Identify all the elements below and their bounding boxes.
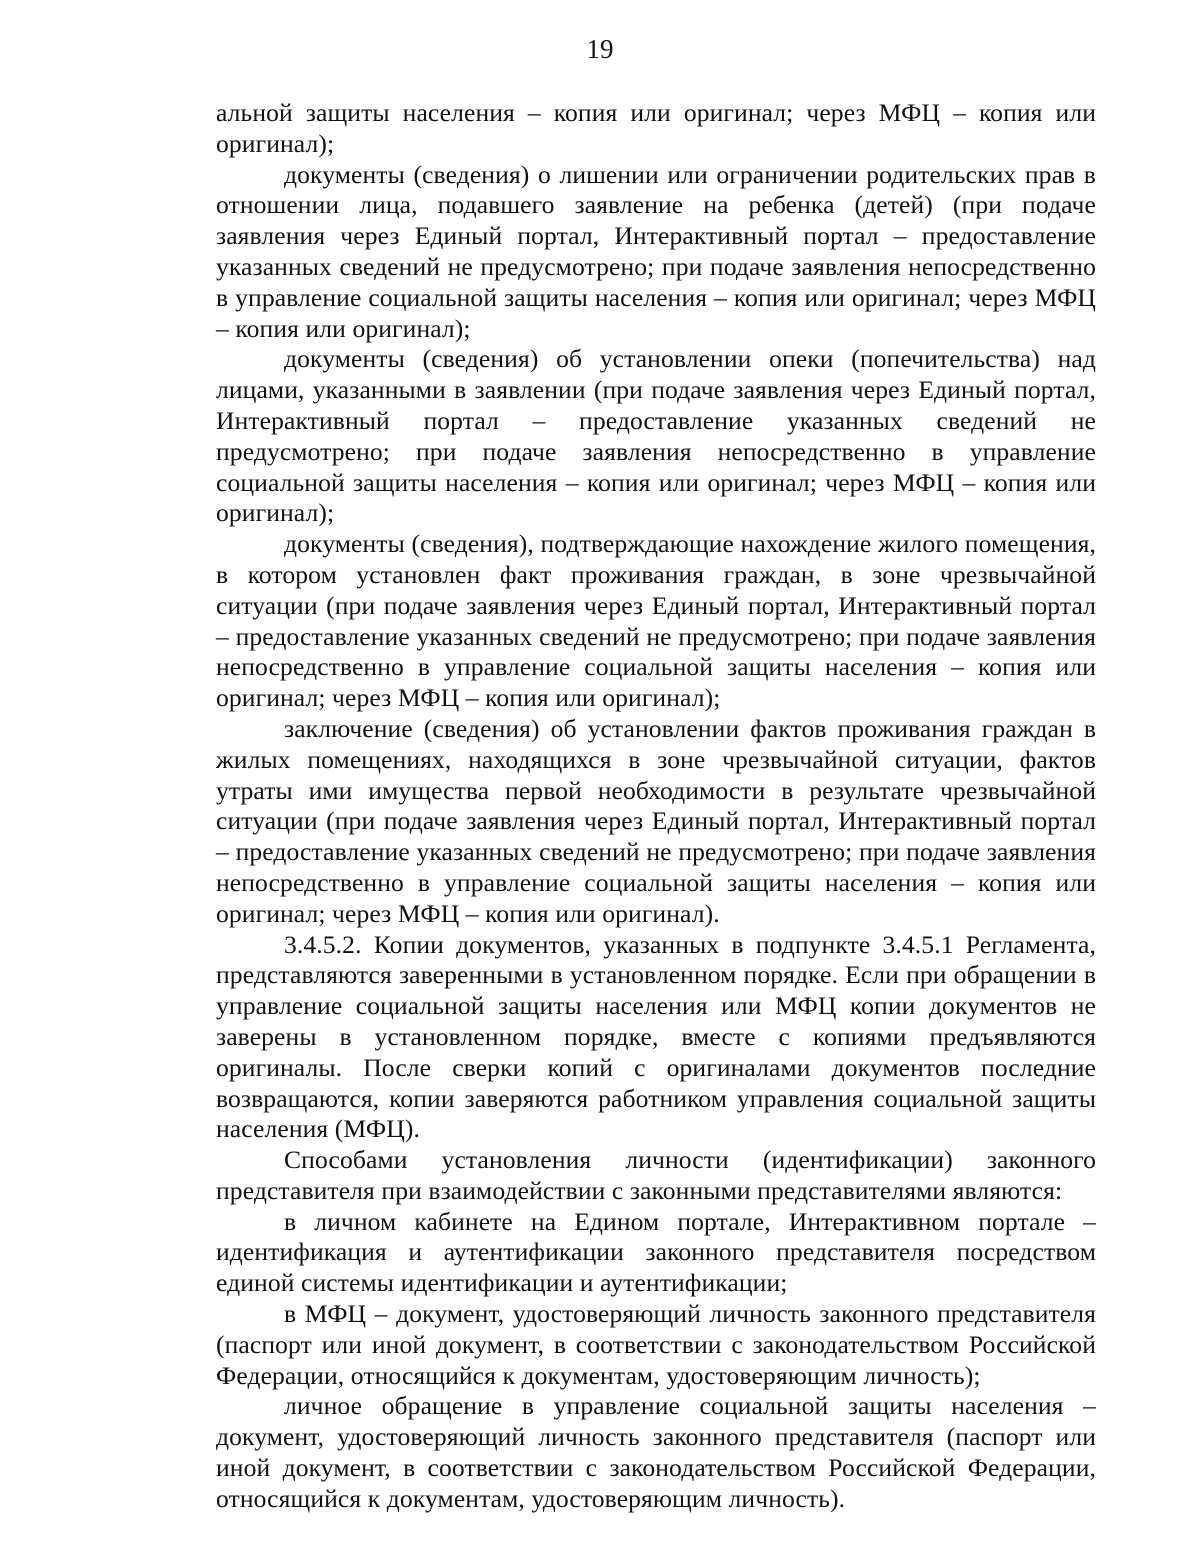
paragraph-personal-visit-identification: личное обращение в управление социальной защиты населения – документ, удостоверяющий личность законного представителя (паспорт или иной документ, в соответствии с законодательством Российской Федерации, относящийся к документам, удостоверяющим личность). xyxy=(216,1391,1096,1513)
paragraph-parental-rights: документы (сведения) о лишении или ограничении родительских прав в отношении лица, подавшего заявление на ребенка (детей) (при подаче заявления через Единый портал, Интерактивный портал – предоставление указанных сведений не предусмотрено; при подаче заявления непосредственно в управление социальной защиты населения – копия или оригинал; через МФЦ – копия или оригинал); xyxy=(216,159,1096,343)
paragraph-guardianship: документы (сведения) об установлении опеки (попечительства) над лицами, указанными в заявлении (при подаче заявления через Единый портал, Интерактивный портал – предоставление указанных сведений не предусмотрено; при подаче заявления непосредственно в управление социальной защиты населения – копия или оригинал; через МФЦ – копия или оригинал); xyxy=(216,344,1096,528)
page-number: 19 xyxy=(586,34,614,64)
paragraph-emergency-zone-housing: документы (сведения), подтверждающие нахождение жилого помещения, в котором установлен факт проживания граждан, в зоне чрезвычайной ситуации (при подаче заявления через Единый портал, Интерактивный портал – предоставление указанных сведений не предусмотрено; при подаче заявления непосредственно в управление социальной защиты населения – копия или оригинал; через МФЦ – копия или оригинал); xyxy=(216,529,1096,713)
document-body xyxy=(216,98,1096,1515)
paragraph-continuation: альной защиты населения – копия или оригинал; через МФЦ – копия или оригинал); xyxy=(216,98,1096,158)
paragraph-portal-identification: в личном кабинете на Едином портале, Интерактивном портале – идентификация и аутентификации законного представителя посредством единой системы идентификации и аутентификации; xyxy=(216,1206,1096,1298)
paragraph-section-3-4-5-2: 3.4.5.2. Копии документов, указанных в подпункте 3.4.5.1 Регламента, представляются заверенными в установленном порядке. Если при обращении в управление социальной защиты населения или МФЦ копии документов не заверены в установленном порядке, вместе с копиями предъявляются оригиналы. После сверки копий с оригиналами документов последние возвращаются, копии заверяются работником управления социальной защиты населения (МФЦ). xyxy=(216,929,1096,1144)
paragraph-emergency-conclusion: заключение (сведения) об установлении фактов проживания граждан в жилых помещениях, находящихся в зоне чрезвычайной ситуации, фактов утраты ими имущества первой необходимости в результате чрезвычайной ситуации (при подаче заявления через Единый портал, Интерактивный портал – предоставление указанных сведений не предусмотрено; при подаче заявления непосредственно в управление социальной защиты населения – копия или оригинал; через МФЦ – копия или оригинал). xyxy=(216,713,1096,928)
paragraph-mfc-identification: в МФЦ – документ, удостоверяющий личность законного представителя (паспорт или иной документ, в соответствии с законодательством Российской Федерации, относящийся к документам, удостоверяющим личность); xyxy=(216,1299,1096,1390)
paragraph-identification-methods: Способами установления личности (идентификации) законного представителя при взаимодействии с законными представителями являются: xyxy=(216,1145,1096,1205)
